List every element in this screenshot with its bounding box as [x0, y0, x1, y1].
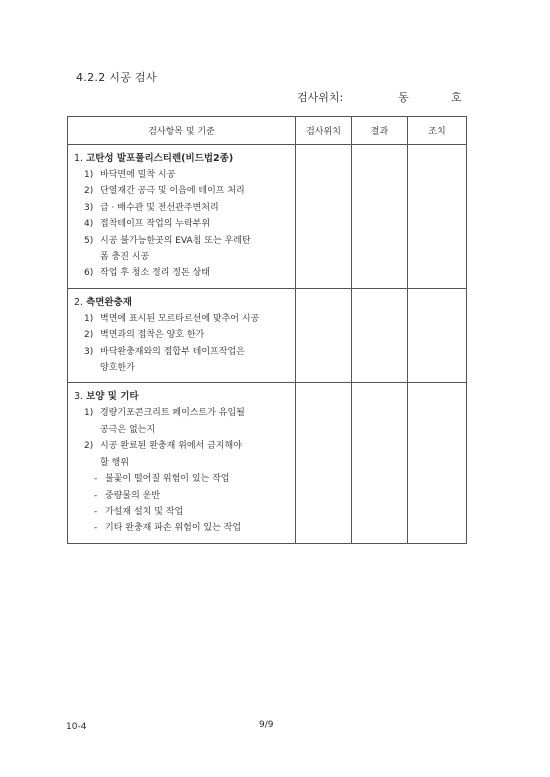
item-text: 경량기포콘크리트 페이스트가 유입될: [100, 408, 245, 419]
inspection-location-cell[interactable]: [296, 383, 352, 543]
list-item: [74, 265, 295, 281]
item-marker: 1): [84, 170, 94, 180]
item-marker: 3): [84, 202, 94, 213]
item-text: 시공 불가능한곳의 EVA칩 또는 우레탄: [100, 235, 251, 246]
list-item: [74, 488, 295, 504]
column-header-action: 조치: [408, 117, 467, 145]
criteria-list: [74, 311, 295, 377]
item-marker: 1): [84, 313, 94, 324]
doc-number: 10-4: [66, 722, 87, 732]
inspection-item-cell: [68, 145, 296, 289]
list-item: [74, 167, 295, 183]
item-text: 작업 후 청소 정리 정돈 상태: [100, 268, 210, 279]
group-title: [74, 389, 295, 405]
item-text: 시공 완료된 완충재 위에서 금지해야: [100, 441, 242, 452]
group-title-text: 고탄성 발포폴리스티렌(비드법2종): [86, 153, 234, 164]
table-header-row: [68, 117, 467, 145]
item-marker: 5): [84, 235, 94, 246]
item-marker: -: [94, 506, 98, 517]
location-ho-label: 호: [451, 91, 462, 104]
inspection-location-cell[interactable]: [296, 145, 352, 289]
page-number: 9/9: [259, 720, 274, 730]
list-item: [74, 344, 295, 377]
item-text: 바닥면에 밀착 시공: [100, 170, 176, 180]
inspection-location: [297, 89, 467, 103]
list-item: [74, 471, 295, 487]
item-text: 접착테이프 작업의 누락부위: [100, 219, 211, 230]
item-marker: 1): [84, 408, 94, 419]
item-marker: 2): [84, 330, 94, 341]
result-cell[interactable]: [352, 145, 408, 289]
item-text-continued: 할 행위: [100, 457, 129, 468]
group-number: 1.: [74, 153, 84, 164]
criteria-list: [74, 167, 295, 282]
item-text: 중량물의 운반: [105, 490, 161, 501]
list-item: [74, 216, 295, 232]
group-title-text: 측면완충재: [86, 296, 132, 308]
group-title: [74, 151, 295, 167]
section-title: 4.2.2 시공 검사: [76, 71, 157, 84]
item-marker: 4): [84, 219, 94, 230]
item-marker: 2): [84, 186, 94, 197]
table-row: [68, 145, 467, 289]
group-title: [74, 295, 295, 311]
item-text-continued: 공극은 없는지: [100, 424, 156, 435]
criteria-list: [74, 405, 295, 536]
item-text-continued: 폼 충진 시공: [100, 252, 150, 263]
item-marker: -: [94, 523, 98, 534]
column-header-items: 검사항목 및 기준: [68, 117, 296, 145]
item-text: 가설재 설치 및 작업: [105, 506, 184, 517]
item-text: 불꽃이 떨어질 위험이 있는 작업: [105, 474, 230, 485]
item-text: 벽면에 표시된 모르타르선에 맞추어 시공: [100, 313, 260, 324]
list-item: [74, 438, 295, 471]
inspection-table: [67, 116, 467, 544]
list-item: [74, 405, 295, 438]
item-marker: -: [94, 474, 98, 485]
column-header-location: 검사위치: [296, 117, 352, 145]
list-item: [74, 520, 295, 536]
table-row: [68, 288, 467, 383]
list-item: [74, 233, 295, 266]
item-marker: -: [94, 490, 98, 501]
column-header-result: 결과: [352, 117, 408, 145]
inspection-location-cell[interactable]: [296, 288, 352, 383]
list-item: [74, 200, 295, 216]
list-item: [74, 327, 295, 343]
item-text: 기타 완충재 파손 위험이 있는 작업: [105, 523, 242, 534]
item-marker: 2): [84, 441, 94, 452]
location-dong-label: 동: [398, 91, 409, 104]
action-cell[interactable]: [408, 145, 467, 289]
item-marker: 3): [84, 346, 94, 357]
list-item: [74, 183, 295, 199]
group-number: 3.: [74, 391, 84, 403]
location-label: 검사위치:: [297, 91, 344, 104]
inspection-item-cell: [68, 288, 296, 383]
item-text: 벽면과의 접착은 양호 한가: [100, 330, 205, 341]
table-body: [68, 145, 467, 544]
group-title-text: 보양 및 기타: [86, 391, 139, 403]
item-text: 단열재간 공극 및 이음에 테이프 처리: [100, 186, 245, 197]
inspection-item-cell: [68, 383, 296, 543]
group-number: 2.: [74, 296, 84, 308]
item-text-continued: 양호한가: [100, 363, 135, 374]
list-item: [74, 504, 295, 520]
item-text: 바닥완충재와의 접합부 테이프작업은: [100, 346, 245, 357]
item-text: 급 · 배수관 및 전선관주변처리: [100, 202, 219, 213]
table-row: [68, 383, 467, 543]
result-cell[interactable]: [352, 288, 408, 383]
list-item: [74, 311, 295, 327]
result-cell[interactable]: [352, 383, 408, 543]
action-cell[interactable]: [408, 288, 467, 383]
action-cell[interactable]: [408, 383, 467, 543]
item-marker: 6): [84, 268, 94, 279]
